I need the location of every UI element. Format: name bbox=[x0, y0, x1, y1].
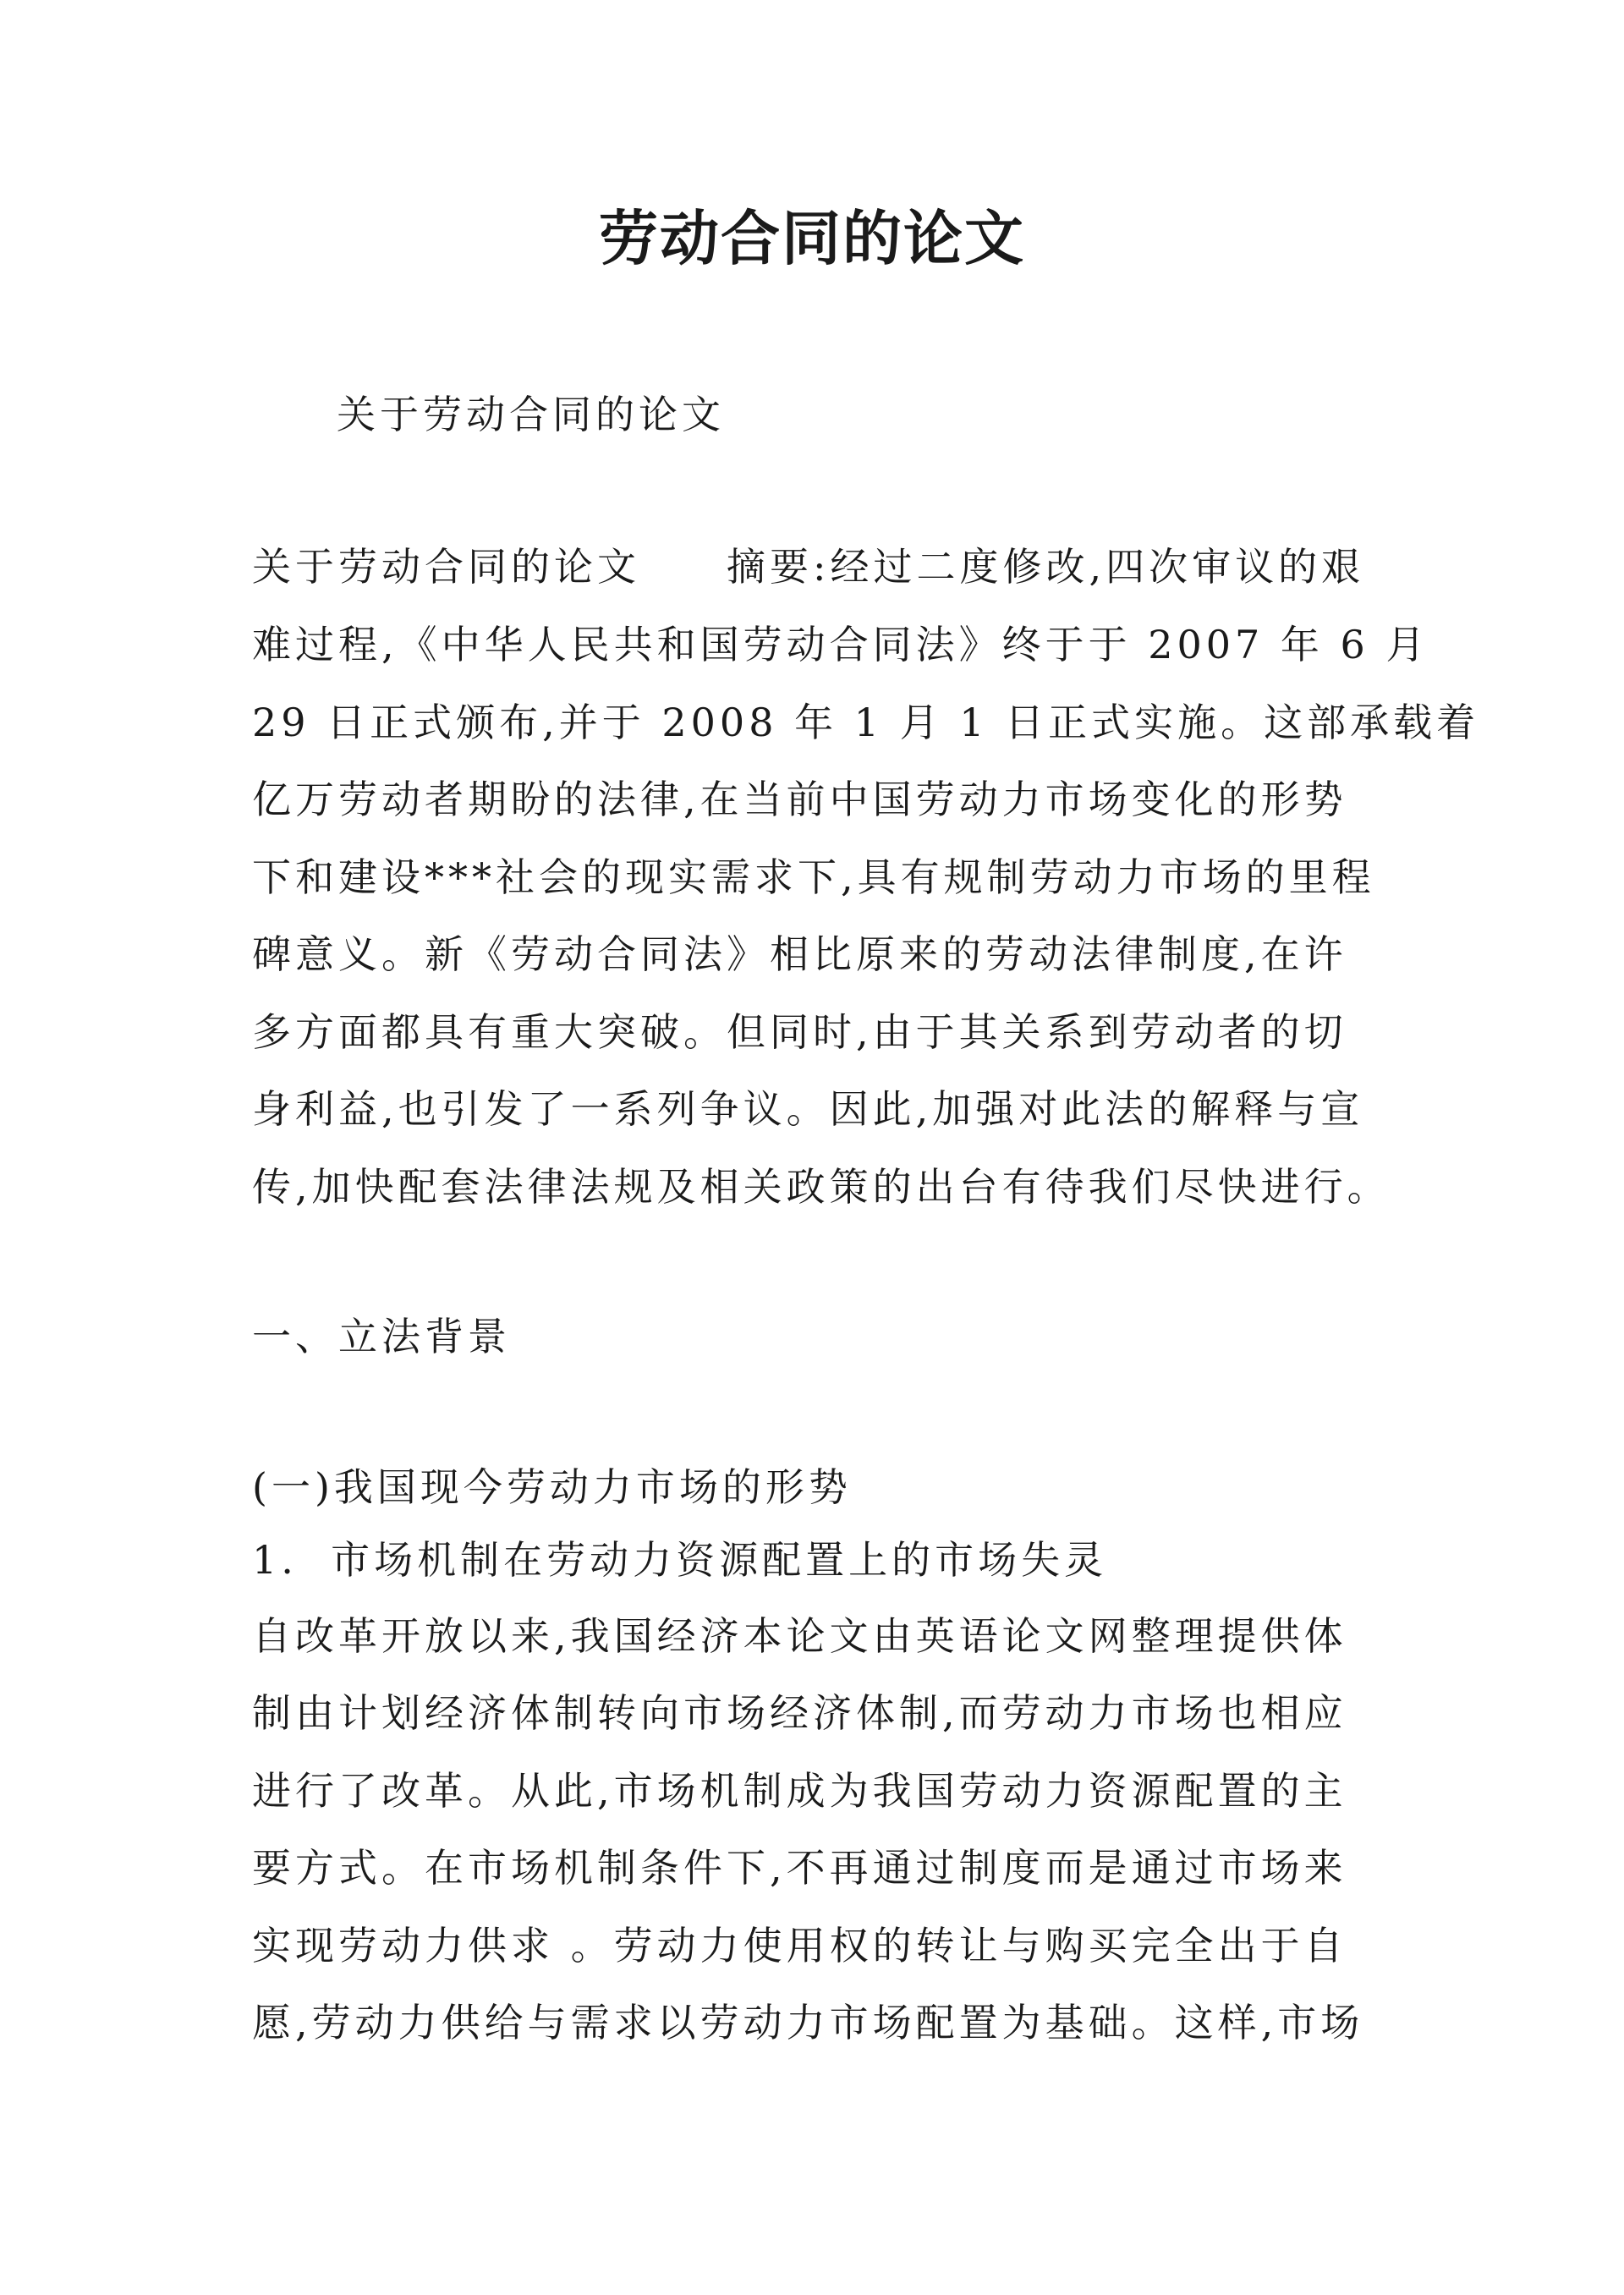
abstract-line: 多方面都具有重大突破。但同时,由于其关系到劳动者的切 bbox=[252, 1009, 1347, 1055]
subsection-heading: (一)我国现今劳动力市场的形势 bbox=[252, 1464, 852, 1510]
abstract-line: 传,加快配套法律法规及相关政策的出台有待我们尽快进行。 bbox=[252, 1164, 1391, 1210]
abstract-line: 关于劳动合同的论文 摘要:经过二度修改,四次审议的艰 bbox=[252, 544, 1365, 590]
body-line: 进行了改革。从此,市场机制成为我国劳动力资源配置的主 bbox=[252, 1768, 1347, 1814]
abstract-line: 下和建设***社会的现实需求下,具有规制劳动力市场的里程 bbox=[252, 854, 1375, 900]
section-heading: 一、立法背景 bbox=[252, 1314, 511, 1359]
abstract-line: 碑意义。新《劳动合同法》相比原来的劳动法律制度,在许 bbox=[252, 931, 1347, 977]
body-line: 自改革开放以来,我国经济本论文由英语论文网整理提供体 bbox=[252, 1613, 1347, 1659]
abstract-line: 亿万劳动者期盼的法律,在当前中国劳动力市场变化的形势 bbox=[252, 777, 1347, 822]
item-heading: 1. 市场机制在劳动力资源配置上的市场失灵 bbox=[252, 1537, 1108, 1583]
body-line: 愿,劳动力供给与需求以劳动力市场配置为基础。这样,市场 bbox=[252, 2000, 1364, 2045]
abstract-line: 难过程,《中华人民共和国劳动合同法》终于于 2007 年 6 月 bbox=[252, 622, 1429, 667]
document-subtitle: 关于劳动合同的论文 bbox=[337, 392, 725, 437]
document-title: 劳动合同的论文 bbox=[599, 203, 1025, 273]
body-line: 要方式。在市场机制条件下,不再通过制度而是通过市场来 bbox=[252, 1845, 1347, 1891]
body-line: 实现劳动力供求 。劳动力使用权的转让与购买完全出于自 bbox=[252, 1923, 1347, 1968]
body-line: 制由计划经济体制转向市场经济体制,而劳动力市场也相应 bbox=[252, 1690, 1347, 1736]
abstract-line: 身利益,也引发了一系列争议。因此,加强对此法的解释与宣 bbox=[252, 1086, 1364, 1132]
abstract-line: 29 日正式颁布,并于 2008 年 1 月 1 日正式实施。这部承载着 bbox=[252, 700, 1480, 745]
